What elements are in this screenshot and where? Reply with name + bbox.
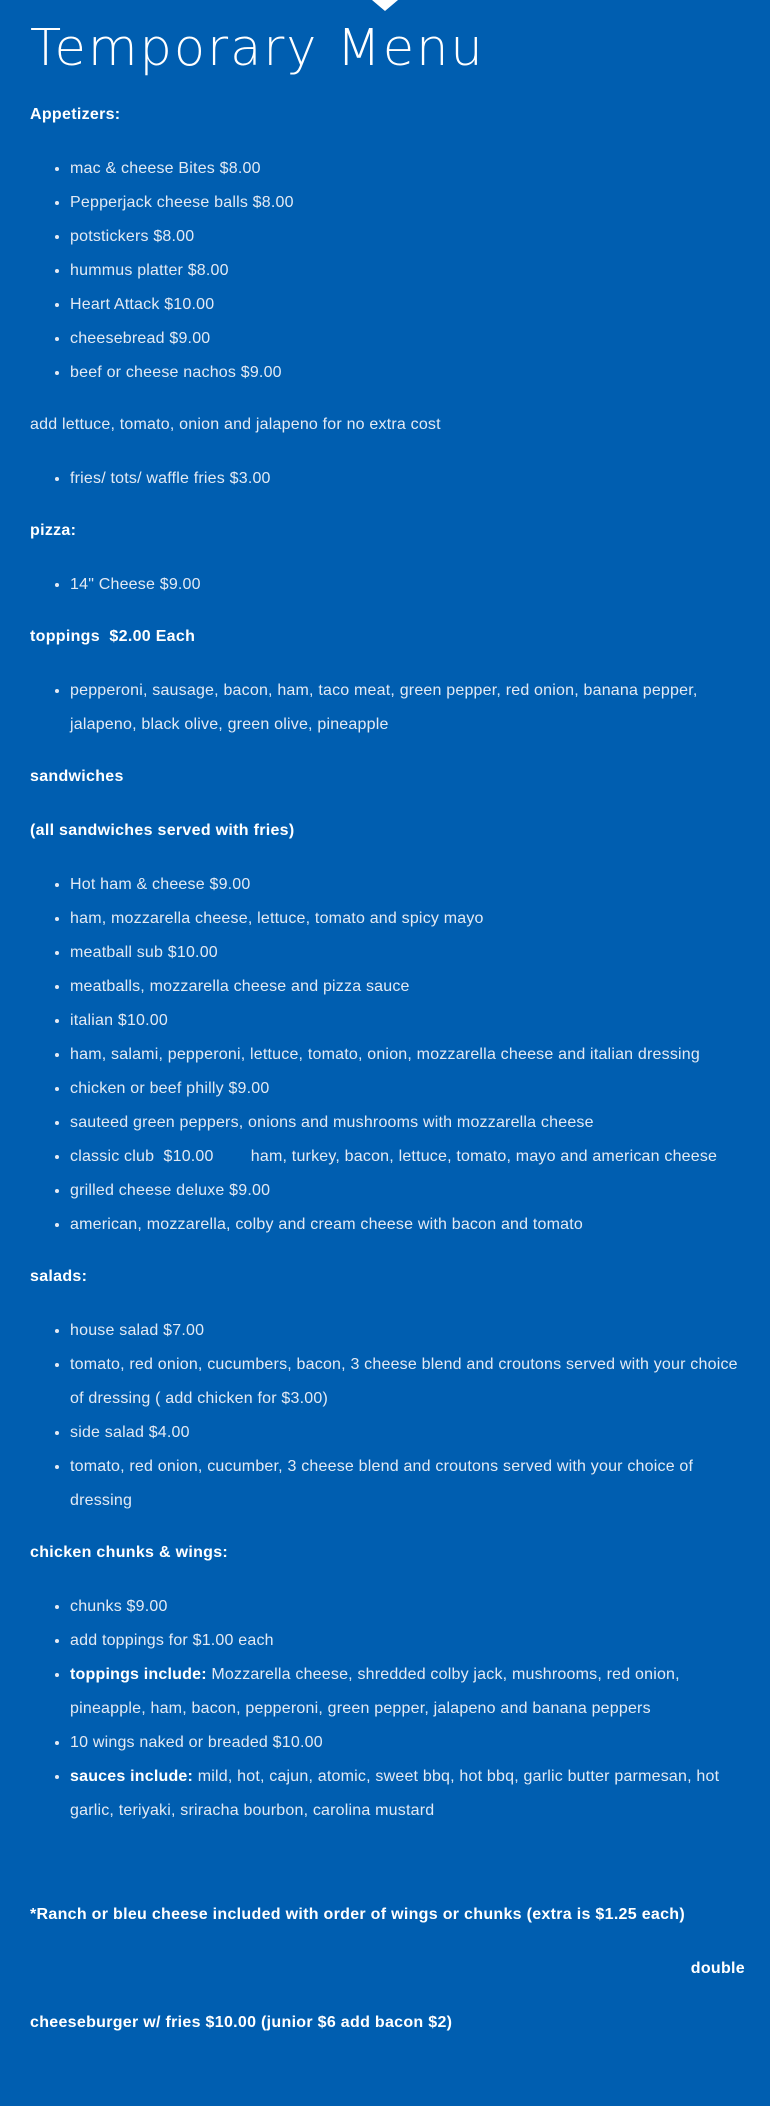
pizza-heading: pizza: xyxy=(30,522,77,539)
chicken-list xyxy=(30,1590,745,1828)
list-item: • Hot ham & cheese $9.00 xyxy=(70,868,745,902)
list-item: • chicken or beef philly $9.00 xyxy=(70,1072,745,1106)
page-title: Temporary Menu xyxy=(30,19,485,78)
list-item: • tomato, red onion, cucumbers, bacon, 3 cheese blend and croutons served with your choice of dressing ( add chicken for $3.00) xyxy=(70,1348,745,1416)
cheeseburger-note: cheeseburger w/ fries $10.00 (junior $6 add bacon $2) xyxy=(30,2014,453,2031)
list-item xyxy=(70,1590,745,1624)
list-item-text: chunks $9.00 xyxy=(70,1598,168,1615)
list-item xyxy=(70,1760,745,1828)
salads-list xyxy=(30,1314,745,1518)
sauces-include-label: sauces include: xyxy=(70,1768,194,1785)
salads-heading: salads: xyxy=(30,1268,88,1285)
list-item: • Heart Attack $10.00 xyxy=(70,288,745,322)
toppings-list xyxy=(30,674,745,742)
appetizers-note: add lettuce, tomato, onion and jalapeno for no extra cost xyxy=(30,416,441,433)
list-item: • fries/ tots/ waffle fries $3.00 xyxy=(70,462,745,496)
list-item: • tomato, red onion, cucumber, 3 cheese blend and croutons served with your choice of dressing xyxy=(70,1450,745,1518)
list-item: • 14" Cheese $9.00 xyxy=(70,568,745,602)
appetizers-heading: Appetizers: xyxy=(30,106,121,123)
toppings-include-label: toppings include: xyxy=(70,1666,207,1683)
list-item: • grilled cheese deluxe $9.00 xyxy=(70,1174,745,1208)
list-item-text: mild, hot, cajun, atomic, sweet bbq, hot bbq, garlic butter parmesan, hot garlic, teriyaki, sriracha bourbon, carolina mustard xyxy=(70,1768,720,1819)
sandwiches-list xyxy=(30,868,745,1242)
list-item: • italian $10.00 xyxy=(70,1004,745,1038)
list-item: • american, mozzarella, colby and cream cheese with bacon and tomato xyxy=(70,1208,745,1242)
double-label: double xyxy=(690,1960,745,1977)
list-item: • meatball sub $10.00 xyxy=(70,936,745,970)
list-item-text: 10 wings naked or breaded $10.00 xyxy=(70,1734,323,1751)
list-item: • sauteed green peppers, onions and mushrooms with mozzarella cheese xyxy=(70,1106,745,1140)
sandwiches-heading: sandwiches xyxy=(30,768,124,785)
list-item: • meatballs, mozzarella cheese and pizza sauce xyxy=(70,970,745,1004)
ranch-note: *Ranch or bleu cheese included with order of wings or chunks (extra is $1.25 each) xyxy=(30,1906,685,1923)
list-item xyxy=(70,1658,745,1726)
list-item: • Pepperjack cheese balls $8.00 xyxy=(70,186,745,220)
list-item: • ham, mozzarella cheese, lettuce, tomato and spicy mayo xyxy=(70,902,745,936)
list-item: • beef or cheese nachos $9.00 xyxy=(70,356,745,390)
sides-list xyxy=(30,462,745,496)
toppings-heading: toppings $2.00 Each xyxy=(30,628,196,645)
list-item: • classic club $10.00 ham, turkey, bacon, lettuce, tomato, mayo and american cheese xyxy=(70,1140,745,1174)
list-item xyxy=(70,1726,745,1760)
list-item: • pepperoni, sausage, bacon, ham, taco meat, green pepper, red onion, banana pepper, jalapeno, black olive, green olive, pineapple xyxy=(70,674,745,742)
list-item-text: add toppings for $1.00 each xyxy=(70,1632,274,1649)
menu-page xyxy=(30,0,745,2040)
list-item xyxy=(70,1624,745,1658)
list-item: • side salad $4.00 xyxy=(70,1416,745,1450)
list-item: • cheesebread $9.00 xyxy=(70,322,745,356)
list-item: • potstickers $8.00 xyxy=(70,220,745,254)
pizza-list xyxy=(30,568,745,602)
list-item: • hummus platter $8.00 xyxy=(70,254,745,288)
list-item: • mac & cheese Bites $8.00 xyxy=(70,152,745,186)
sandwiches-subheading: (all sandwiches served with fries) xyxy=(30,822,295,839)
list-item-text: Mozzarella cheese, shredded colby jack, mushrooms, red onion, pineapple, ham, bacon, pepperoni, green pepper, jalapeno and banana peppers xyxy=(70,1666,680,1717)
list-item: • ham, salami, pepperoni, lettuce, tomato, onion, mozzarella cheese and italian dressing xyxy=(70,1038,745,1072)
appetizers-list xyxy=(30,152,745,390)
chicken-heading: chicken chunks & wings: xyxy=(30,1544,229,1561)
list-item: • house salad $7.00 xyxy=(70,1314,745,1348)
